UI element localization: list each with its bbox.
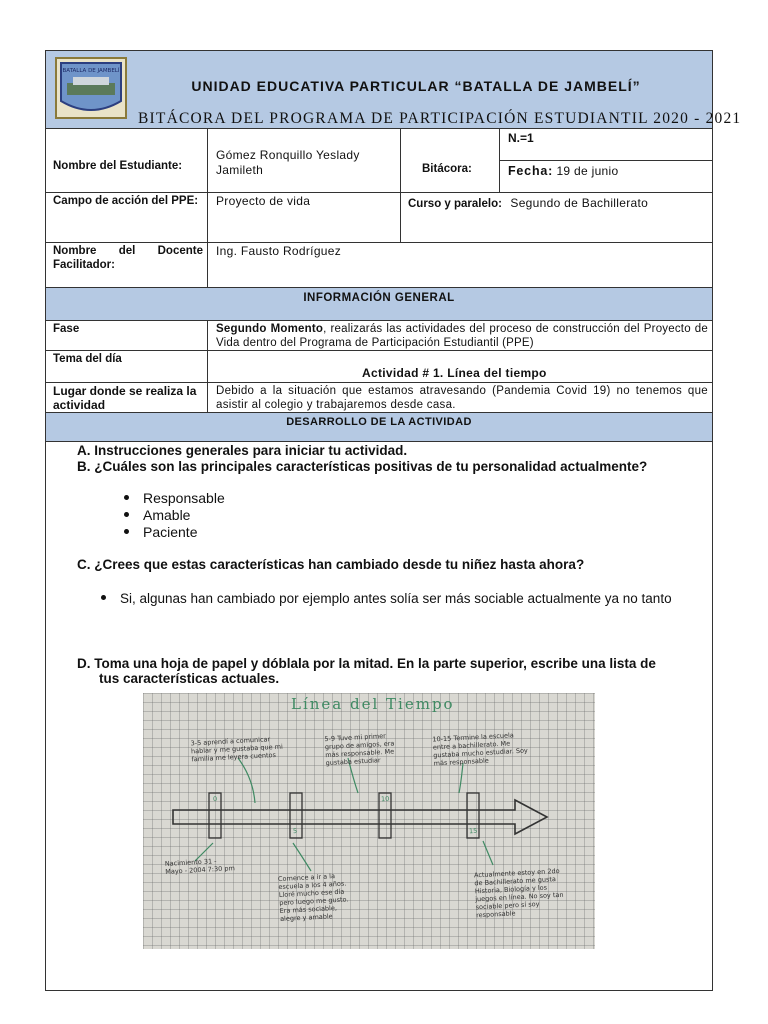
note-3-5: 3-5 aprendí a comunicar hablar y me gustaba que mi familia me leyera cuentos [190, 735, 284, 764]
program-title: BITÁCORA DEL PROGRAMA DE PARTICIPACIÓN ESTUDIANTIL 2020 - 2021 [138, 110, 742, 127]
bitacora-number: N.=1 [508, 131, 534, 145]
trait-text: Responsable [143, 490, 225, 506]
school-name: UNIDAD EDUCATIVA PARTICULAR “BATALLA DE JAMBELÍ” [191, 78, 641, 94]
question-b: B. ¿Cuáles son las principales características positivas de tu personalidad actualmente? [77, 459, 648, 474]
question-d-line2: tus características actuales. [99, 671, 280, 686]
mark-0: 0 [212, 794, 218, 804]
tema-value: Actividad # 1. Línea del tiempo [362, 366, 547, 380]
curso-label: Curso y paralelo: [408, 198, 502, 210]
student-name-label: Nombre del Estudiante: [53, 160, 183, 172]
note-5-9: 5-9 Tuve mi primer grupo de amigos, era más responsable. Me gustaba estudiar [324, 731, 395, 768]
list-item [124, 490, 225, 507]
timeline-photo [143, 693, 595, 949]
fecha-row [508, 164, 618, 179]
curso-value: Segundo de Bachillerato [510, 196, 649, 210]
mark-5: 5 [292, 826, 298, 836]
trait-list [124, 490, 225, 541]
desarrollo-title: DESARROLLO DE LA ACTIVIDAD [286, 416, 472, 428]
curso-row [408, 194, 648, 212]
docente-value: Ing. Fausto Rodríguez [216, 244, 342, 258]
school-logo [55, 57, 127, 119]
list-item [124, 507, 225, 524]
student-name-value: Gómez Ronquillo Yeslady Jamileth [216, 148, 360, 177]
list-item [124, 524, 225, 541]
fase-text: , realizarás las actividades del proceso de construcción del Proyecto de Vida dentro del Programa de Participación Estudiantil (PPE) [216, 323, 708, 349]
info-general-title: INFORMACIÓN GENERAL [303, 292, 455, 304]
trait-text: Amable [143, 507, 191, 523]
docente-label: Nombre del Docente Facilitador: [53, 245, 203, 271]
lugar-label: Lugar donde se realiza la actividad [53, 384, 197, 412]
campo-label: Campo de acción del PPE: [53, 195, 199, 207]
mark-15: 15 [468, 826, 478, 836]
mark-10: 10 [380, 794, 390, 804]
bitacora-document [45, 50, 742, 991]
fase-value [216, 322, 708, 350]
note-birth: Nacimiento 31 - Mayo - 2004 7:30 pm [164, 857, 235, 876]
fecha-label: Fecha: [508, 164, 554, 178]
answer-c [101, 590, 672, 607]
fase-label: Fase [53, 323, 80, 335]
lugar-value: Debido a la situación que estamos atravesando (Pandemia Covid 19) no tenemos que asistir al colegio y trabajaremos desde casa. [216, 385, 708, 411]
question-c: C. ¿Crees que estas características han cambiado desde tu niñez hasta ahora? [77, 557, 585, 572]
question-d-line1: D. Toma una hoja de papel y dóblala por la mitad. En la parte superior, escribe una lista de [77, 656, 656, 671]
fecha-value: 19 de junio [556, 164, 619, 178]
trait-text: Paciente [143, 524, 198, 540]
tema-label: Tema del día [53, 353, 122, 365]
campo-value: Proyecto de vida [216, 194, 311, 208]
note-school: Comence a ir a la escuela a los 4 años. Lloré mucho ese día pero luego me gusto. Era más sociable, alegre y amable [277, 872, 349, 924]
photo-title: Línea del Tiempo [291, 695, 455, 713]
bitacora-label: Bitácora: [422, 163, 472, 175]
note-now: Actualmente estoy en 2do de Bachillerato me gusta Historia, Biología y los juegos en línea. No soy tan sociable pero sí soy responsable [473, 866, 564, 920]
note-10-15: 10-15 Termine la escuela entre a bachillerato. Me gustaba mucho estudiar. Soy más responsable [432, 731, 529, 768]
fase-bold: Segundo Momento [216, 323, 324, 335]
svg-text:BATALLA DE JAMBELÍ: BATALLA DE JAMBELÍ [62, 68, 120, 74]
answer-c-text: Si, algunas han cambiado por ejemplo antes solía ser más sociable actualmente ya no tanto [120, 591, 672, 606]
question-a: A. Instrucciones generales para iniciar tu actividad. [77, 443, 408, 458]
